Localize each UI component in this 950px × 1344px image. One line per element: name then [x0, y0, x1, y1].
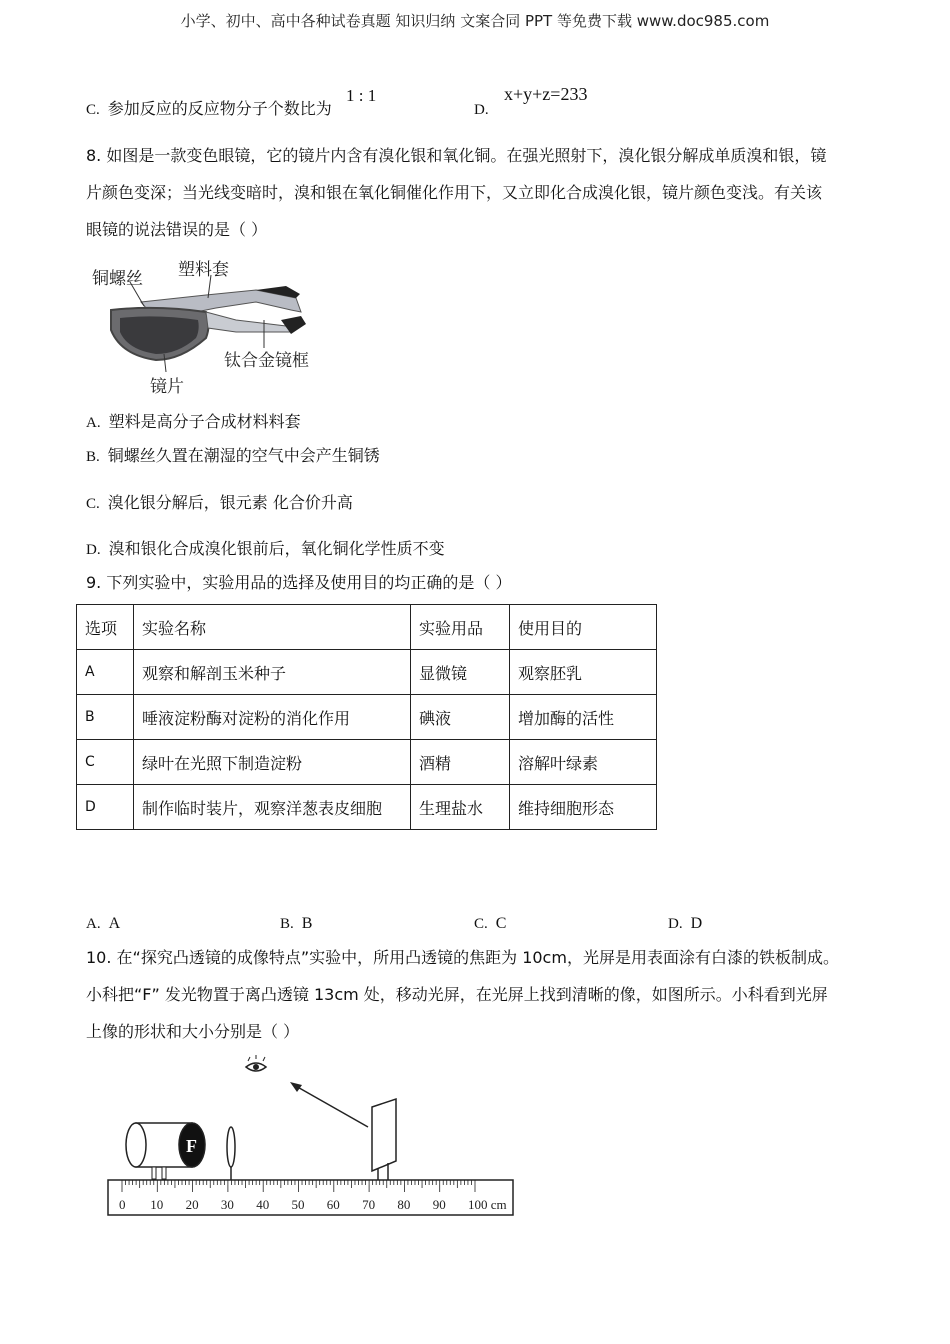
option-text: 塑料是高分子合成材料料套	[108, 412, 301, 431]
table-header-cell: 实验名称	[134, 605, 411, 650]
option-letter: D.	[474, 102, 489, 118]
ruler-label: 20	[185, 1197, 199, 1212]
table-cell: 增加酶的活性	[510, 695, 657, 740]
q10-stem-line-3: 上像的形状和大小分别是（ ）	[86, 1022, 300, 1041]
q7-option-c	[86, 90, 332, 129]
table-row	[77, 695, 657, 740]
table-cell: C	[77, 740, 134, 785]
option-letter: D.	[86, 542, 101, 558]
option-letter: C.	[86, 496, 100, 512]
q9-option-b	[280, 905, 312, 943]
option-letter: D.	[668, 916, 683, 932]
option-text: B	[301, 915, 313, 932]
q9-option-d	[668, 905, 702, 943]
object-letter-f: F	[186, 1136, 197, 1156]
table-cell: A	[77, 650, 134, 695]
ruler-label: 40	[256, 1197, 270, 1212]
option-letter: A.	[86, 916, 101, 932]
table-row	[77, 785, 657, 830]
table-header-cell: 使用目的	[510, 605, 657, 650]
q9-option-c	[474, 905, 506, 943]
site-header: 小学、初中、高中各种试卷真题 知识归纳 文案合同 PPT 等免费下载 www.doc985.com	[180, 12, 770, 30]
q7-option-d-math: x+y+z=233	[504, 84, 588, 104]
q8-stem-line-3: 眼镜的说法错误的是（ ）	[86, 220, 268, 239]
option-text: 溴化银分解后，银元素 化合价升高	[107, 493, 353, 512]
q8-option-c	[86, 484, 353, 523]
arrow-head	[290, 1082, 302, 1092]
ruler-label: 60	[326, 1197, 340, 1212]
convex-lens	[227, 1127, 235, 1167]
option-text: 铜螺丝久置在潮湿的空气中会产生铜锈	[107, 446, 380, 465]
glasses-figure	[86, 250, 326, 400]
ruler-label: 70	[362, 1197, 376, 1212]
table-header-cell: 选项	[77, 605, 134, 650]
option-text: 参加反应的反应物分子个数比为	[107, 99, 332, 118]
option-letter: C.	[86, 102, 100, 118]
label-plastic-sleeve: 塑料套	[178, 260, 229, 280]
ruler-label: 30	[220, 1197, 234, 1212]
q8-stem-line-1: 8. 如图是一款变色眼镜，它的镜片内含有溴化银和氧化铜。在强光照射下，溴化银分解成单质溴和银，镜	[86, 146, 827, 165]
table-cell: 观察胚乳	[510, 650, 657, 695]
table-cell: 绿叶在光照下制造淀粉	[134, 740, 411, 785]
ruler-label: 10	[150, 1197, 164, 1212]
ruler-label: 50	[291, 1197, 305, 1212]
option-letter: B.	[86, 449, 100, 465]
option-text: D	[690, 915, 703, 932]
q10-stem-line-2: 小科把“F” 发光物置于离凸透镜 13cm 处，移动光屏，在光屏上找到清晰的像，如图所示。小科看到光屏	[86, 985, 828, 1004]
table-cell: 制作临时装片，观察洋葱表皮细胞	[134, 785, 411, 830]
table-cell: 生理盐水	[411, 785, 510, 830]
optical-bench-figure	[100, 1055, 520, 1225]
table-header-cell: 实验用品	[411, 605, 510, 650]
table-header-row	[77, 605, 657, 650]
label-lens: 镜片	[150, 377, 184, 397]
ruler-label: 100 cm	[468, 1197, 507, 1212]
option-text: 溴和银化合成溴化银前后，氧化铜化学性质不变	[108, 539, 445, 558]
q9-stem: 9. 下列实验中，实验用品的选择及使用目的均正确的是（ ）	[86, 573, 512, 592]
table-cell: 碘液	[411, 695, 510, 740]
table-cell: 溶解叶绿素	[510, 740, 657, 785]
q9-option-a	[86, 905, 120, 943]
optical-bench-illustration	[100, 1055, 520, 1225]
label-titanium-frame: 钛合金镜框	[224, 351, 309, 371]
table-cell: B	[77, 695, 134, 740]
table-cell: 唾液淀粉酶对淀粉的消化作用	[134, 695, 411, 740]
sight-line	[294, 1085, 368, 1127]
ruler-label: 0	[119, 1197, 126, 1212]
option-letter: B.	[280, 916, 294, 932]
option-text: C	[495, 915, 507, 932]
q7-option-c-math: 1 : 1	[346, 86, 377, 105]
q10-stem-line-1: 10. 在“探究凸透镜的成像特点”实验中，所用凸透镜的焦距为 10cm，光屏是用表面涂有白漆的铁板制成。	[86, 948, 839, 967]
light-screen	[372, 1099, 396, 1171]
q7-option-d	[474, 90, 497, 129]
q8-stem-line-2: 片颜色变深；当光线变暗时，溴和银在氧化铜催化作用下，又立即化合成溴化银，镜片颜色变浅。有关该	[86, 183, 823, 202]
table-cell: 观察和解剖玉米种子	[134, 650, 411, 695]
table-cell: 酒精	[411, 740, 510, 785]
ruler	[108, 1180, 513, 1215]
label-copper-screw: 铜螺丝	[92, 269, 143, 289]
ruler-label: 80	[397, 1197, 411, 1212]
table-row	[77, 650, 657, 695]
table-cell: D	[77, 785, 134, 830]
table-cell: 显微镜	[411, 650, 510, 695]
option-letter: C.	[474, 916, 488, 932]
table-row	[77, 740, 657, 785]
ruler-label: 90	[432, 1197, 446, 1212]
q8-option-b	[86, 437, 380, 476]
eye-icon	[246, 1055, 266, 1071]
option-letter: A.	[86, 415, 101, 431]
option-text: A	[108, 915, 121, 932]
table-cell: 维持细胞形态	[510, 785, 657, 830]
q9-table	[76, 604, 657, 830]
